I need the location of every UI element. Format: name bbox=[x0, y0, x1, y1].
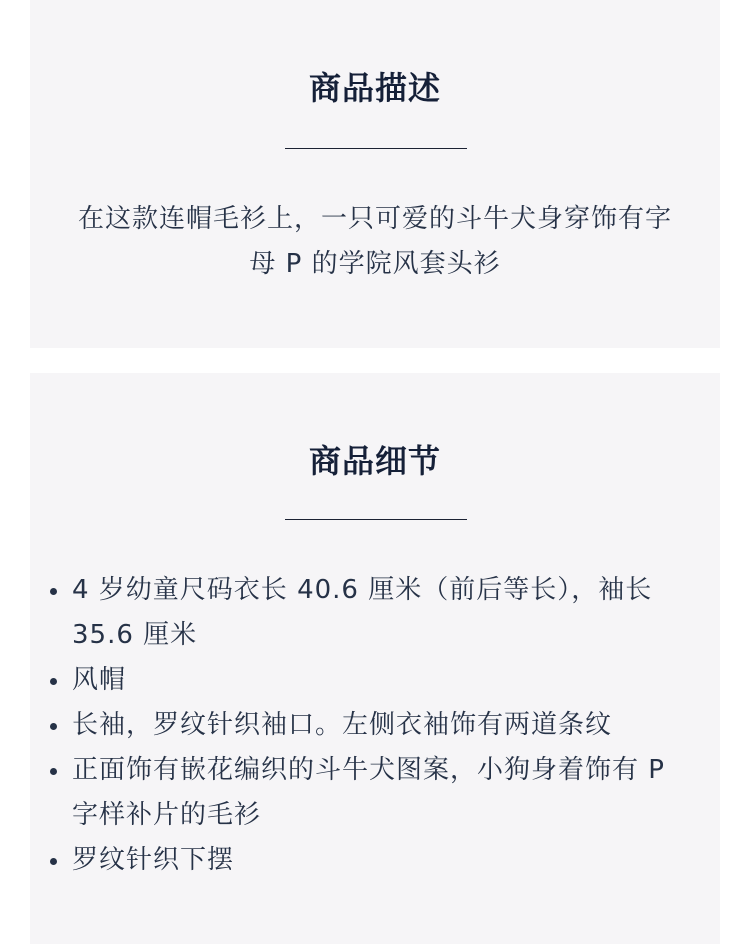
list-item bbox=[72, 658, 692, 703]
list-item bbox=[72, 748, 692, 838]
product-description-text: 在这款连帽毛衫上，一只可爱的斗牛犬身穿饰有字母 P 的学院风套头衫 bbox=[77, 204, 672, 279]
product-description-card bbox=[30, 0, 720, 348]
list-item bbox=[72, 838, 692, 883]
bullet-icon bbox=[50, 858, 57, 865]
title-divider bbox=[285, 519, 467, 520]
title-divider bbox=[285, 148, 467, 149]
list-item-text: 长袖，罗纹针织袖口。左侧衣袖饰有两道条纹 bbox=[72, 710, 613, 740]
product-details-card bbox=[30, 373, 720, 944]
product-description-title: 商品描述 bbox=[308, 69, 441, 107]
list-item-text: 正面饰有嵌花编织的斗牛犬图案，小狗身着饰有 P 字样补片的毛衫 bbox=[72, 755, 665, 830]
product-details-list bbox=[72, 568, 692, 883]
list-item bbox=[72, 703, 692, 748]
bullet-icon bbox=[50, 678, 57, 685]
product-details-title: 商品细节 bbox=[308, 442, 441, 480]
bullet-icon bbox=[50, 768, 57, 775]
list-item-text: 风帽 bbox=[72, 665, 127, 695]
bullet-icon bbox=[50, 588, 57, 595]
list-item bbox=[72, 568, 692, 658]
list-item-text: 罗纹针织下摆 bbox=[72, 845, 235, 875]
list-item-text: 4 岁幼童尺码衣长 40.6 厘米（前后等长），袖长 35.6 厘米 bbox=[72, 575, 653, 650]
bullet-icon bbox=[50, 723, 57, 730]
